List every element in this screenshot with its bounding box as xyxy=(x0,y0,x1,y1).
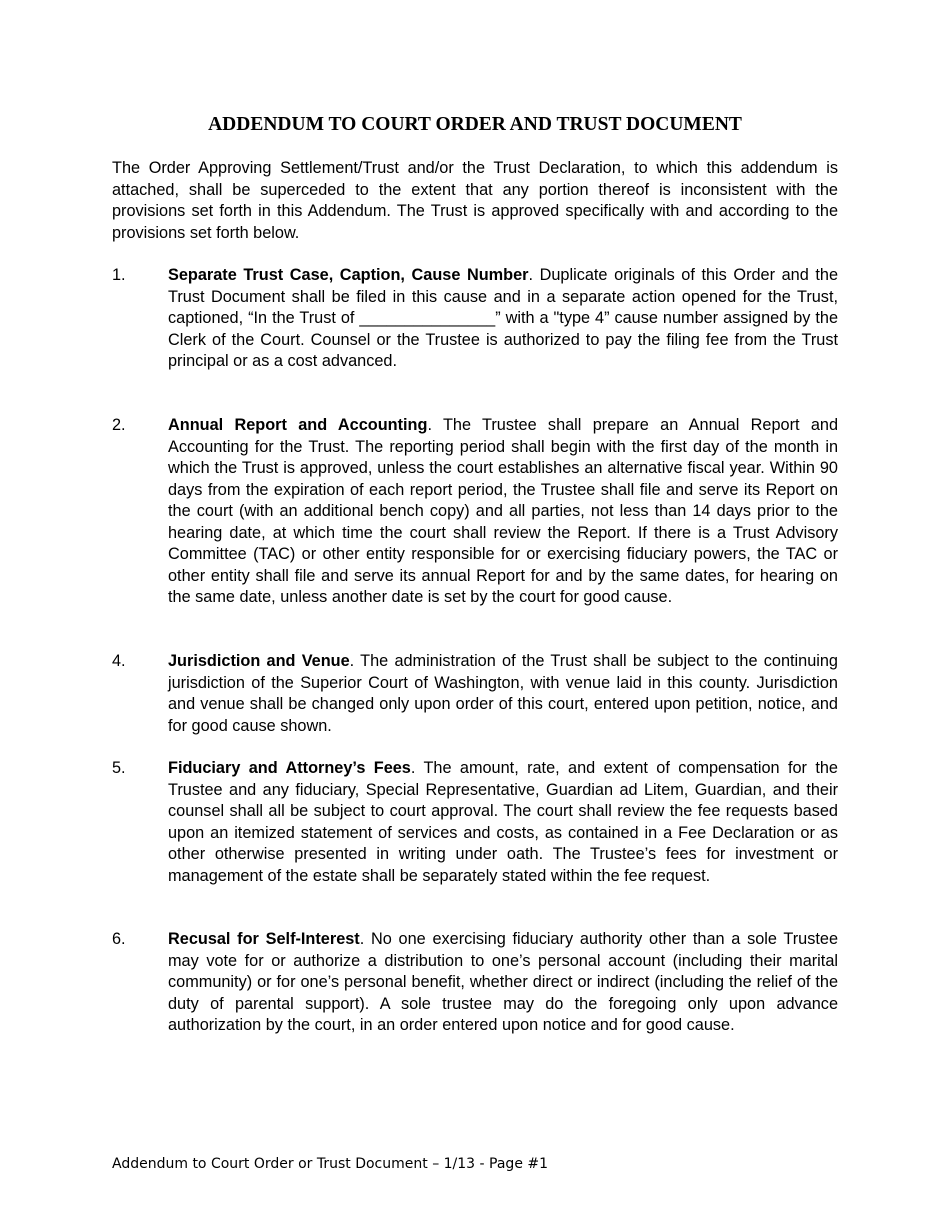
section-body xyxy=(168,758,838,887)
section-body xyxy=(168,651,838,737)
section-text: . No one exercising fiduciary authority other than a sole Trustee may vote for or authorize a distribution to one’s personal account (including their marital community) or for one’s personal benefit, whether direct or indirect (including the relief of the duty of parental support). A sole trustee may do the foregoing only upon advance authorization by the court, in an order entered upon notice and for good cause. xyxy=(168,930,839,1034)
section-5 xyxy=(112,758,838,887)
section-heading: Separate Trust Case, Caption, Cause Number xyxy=(168,266,529,284)
section-text: . The amount, rate, and extent of compensation for the Trustee and any fiduciary, Special Representative, Guardian ad Litem, Guardian, and their counsel shall all be subject to court approval. The court shall review the fee requests based upon an itemized statement of services and costs, as contained in a Fee Declaration or as other otherwise presented in writing under oath. The Trustee’s fees for investment or management of the estate shall be separately stated within the fee request. xyxy=(168,759,838,885)
intro-paragraph: The Order Approving Settlement/Trust and/or the Trust Declaration, to which this addendum is attached, shall be superceded to the extent that any portion thereof is inconsistent with the provisions set forth in this Addendum. The Trust is approved specifically with and according to the provisions set forth below. xyxy=(112,159,838,242)
page-footer: Addendum to Court Order or Trust Document – 1/13 - Page #1 xyxy=(112,1156,549,1172)
section-body xyxy=(168,415,838,609)
section-text: . The Trustee shall prepare an Annual Report and Accounting for the Trust. The reporting period shall begin with the first day of the month in which the Trust is approved, unless the court establishes an alternative fiscal year. Within 90 days from the expiration of each report period, the Trustee shall file and serve its Report on the court (with an additional bench copy) and all parties, not less than 14 days prior to the hearing date, at which time the court shall review the Report. If there is a Trust Advisory Committee (TAC) or other entity responsible for or exercising fiduciary powers, the TAC or other entity shall file and serve its annual Report for and by the same dates, for hearing on the same date, unless another date is set by the court for good cause. xyxy=(168,416,838,606)
section-number: 5. xyxy=(112,759,126,777)
section-4 xyxy=(112,651,838,737)
section-2 xyxy=(112,415,838,609)
section-number: 6. xyxy=(112,930,126,948)
section-6 xyxy=(112,929,838,1037)
section-body xyxy=(168,929,838,1037)
section-1 xyxy=(112,265,838,373)
section-text: . The administration of the Trust shall be subject to the continuing jurisdiction of the Superior Court of Washington, with venue laid in this county. Jurisdiction and venue shall be changed only upon order of this court, entered upon petition, notice, and for good cause shown. xyxy=(168,652,838,735)
section-heading: Recusal for Self-Interest xyxy=(168,930,360,948)
section-number: 2. xyxy=(112,416,126,434)
section-heading: Jurisdiction and Venue xyxy=(168,652,350,670)
document-title: ADDENDUM TO COURT ORDER AND TRUST DOCUMENT xyxy=(208,114,742,135)
section-number: 4. xyxy=(112,652,126,670)
section-heading: Fiduciary and Attorney’s Fees xyxy=(168,759,411,777)
section-body xyxy=(168,265,838,373)
section-number: 1. xyxy=(112,266,126,284)
section-text: . Duplicate originals of this Order and the Trust Document shall be filed in this cause and in a separate action opened for the Trust, captioned, “In the Trust of _______________” with a "type 4” cause number assigned by the Clerk of the Court. Counsel or the Trustee is authorized to pay the filing fee from the Trust principal or as a cost advanced. xyxy=(168,266,839,370)
section-heading: Annual Report and Accounting xyxy=(168,416,428,434)
